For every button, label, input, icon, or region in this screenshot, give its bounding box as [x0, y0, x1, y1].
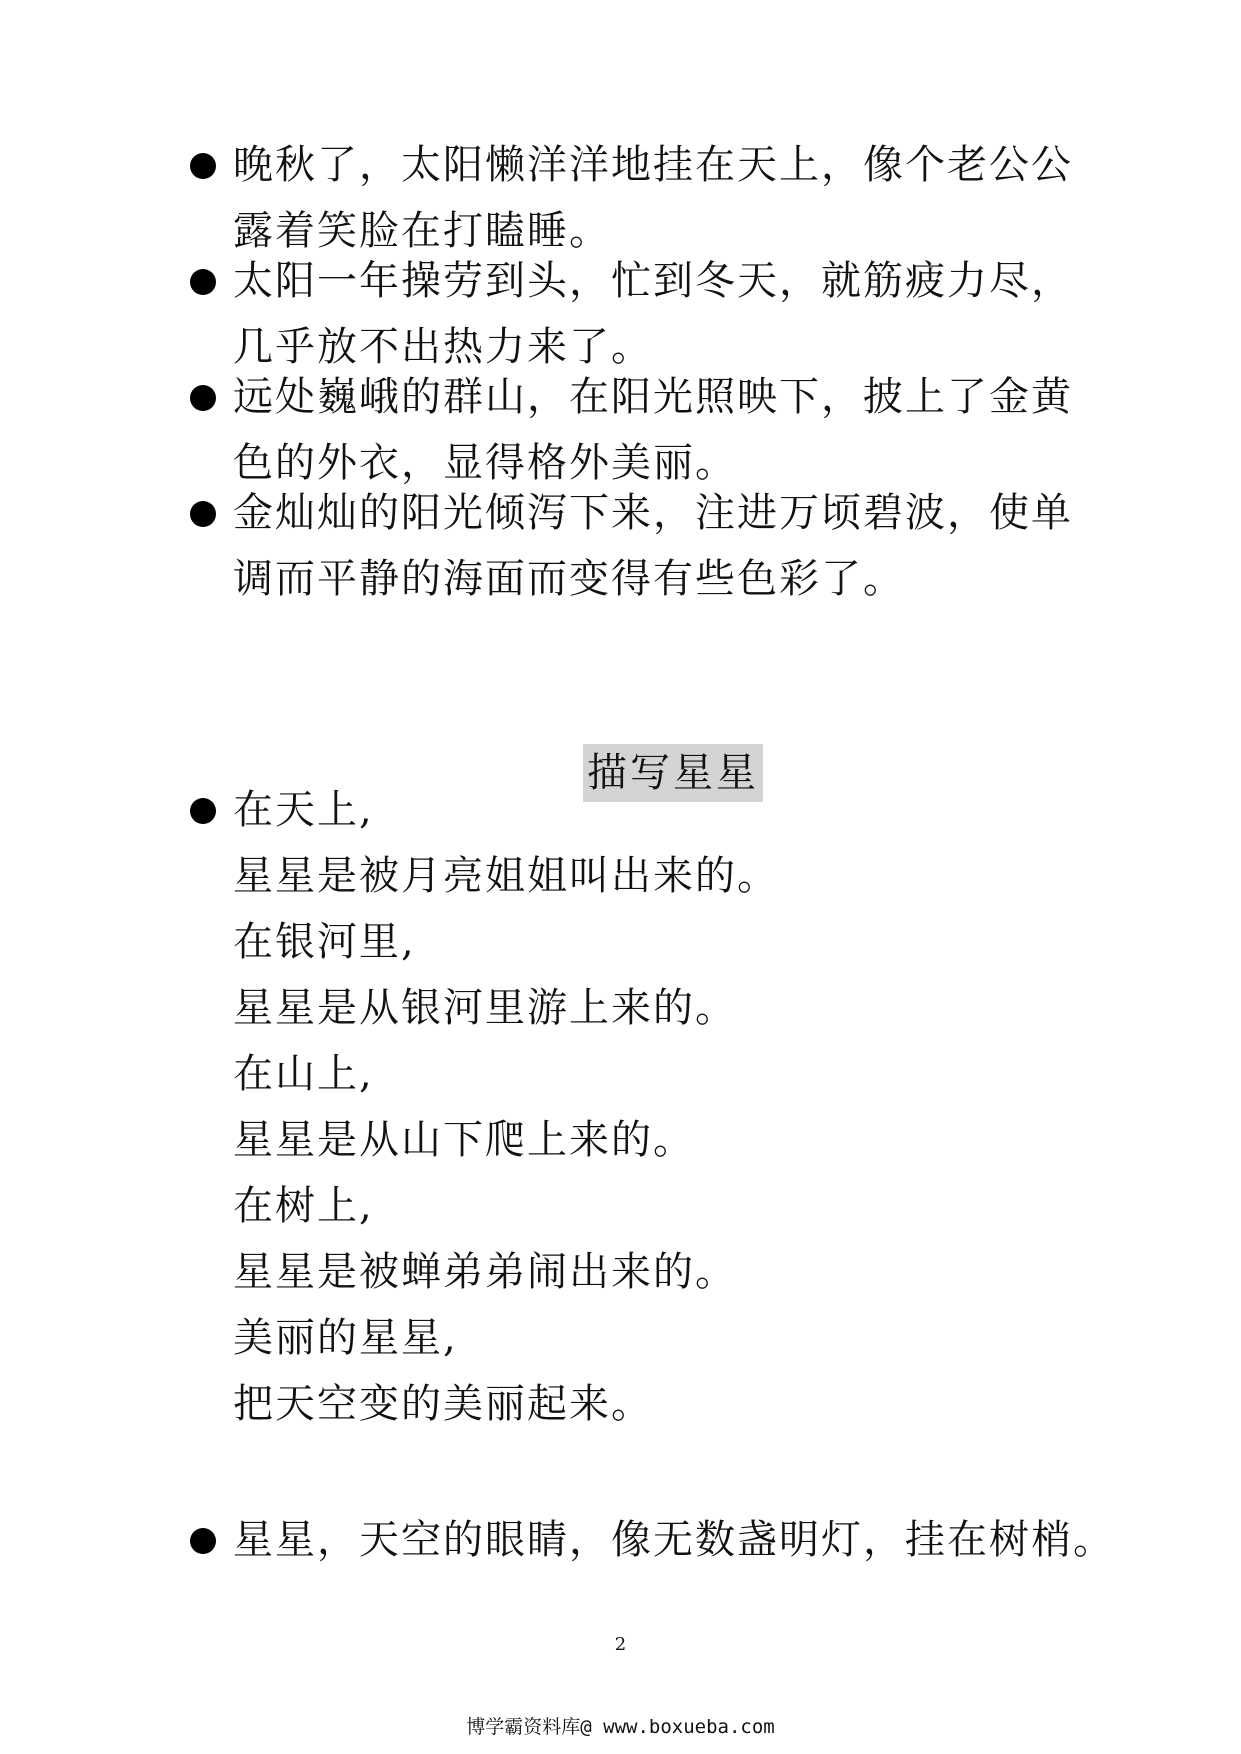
page-number: 2 — [614, 1634, 627, 1655]
bullet-dot — [190, 1528, 216, 1554]
section-heading: 描写星星 — [583, 744, 763, 802]
bullet-line: 色的外衣，显得格外美丽。 — [233, 440, 737, 486]
poem-line: 在树上, — [233, 1183, 374, 1229]
bullet-item — [233, 1507, 1115, 1573]
watermark-text: 博学霸资料库@ www.boxueba.com — [466, 1716, 775, 1738]
bullet-dot — [190, 385, 216, 411]
bullet-item — [233, 480, 1083, 612]
poem-line: 星星是被月亮姐姐叫出来的。 — [233, 853, 779, 899]
bullet-dot — [190, 501, 216, 527]
bullet-dot — [190, 153, 216, 179]
bullet-line: 几乎放不出热力来了。 — [233, 324, 653, 370]
poem-line: 星星是被蝉弟弟闹出来的。 — [233, 1249, 737, 1295]
bullet-line: 晚秋了，太阳懒洋洋地挂在天上，像个老公公 — [233, 142, 1073, 188]
bullet-item — [233, 364, 1083, 496]
bullet-line: 露着笑脸在打瞌睡。 — [233, 208, 611, 254]
bullet-line: 远处巍峨的群山，在阳光照映下，披上了金黄 — [233, 374, 1073, 420]
bullet-item — [233, 248, 1083, 380]
poem-line: 在山上, — [233, 1051, 374, 1097]
poem-line: 星星是从银河里游上来的。 — [233, 985, 737, 1031]
poem-line: 在天上, — [233, 787, 374, 833]
bullet-line: 调而平静的海面而变得有些色彩了。 — [233, 556, 905, 602]
poem-line: 把天空变的美丽起来。 — [233, 1381, 653, 1427]
bullet-item — [233, 132, 1083, 264]
poem-line: 星星是从山下爬上来的。 — [233, 1117, 695, 1163]
poem-line: 美丽的星星, — [233, 1315, 458, 1361]
bullet-line: 星星，天空的眼睛，像无数盏明灯，挂在树梢。 — [233, 1517, 1115, 1563]
bullet-dot — [190, 269, 216, 295]
poem-block — [233, 777, 1083, 1437]
poem-line: 在银河里, — [233, 919, 416, 965]
bullet-line: 金灿灿的阳光倾泻下来，注进万顷碧波，使单 — [233, 490, 1073, 536]
bullet-dot — [190, 798, 216, 824]
bullet-line: 太阳一年操劳到头，忙到冬天，就筋疲力尽， — [233, 258, 1073, 304]
